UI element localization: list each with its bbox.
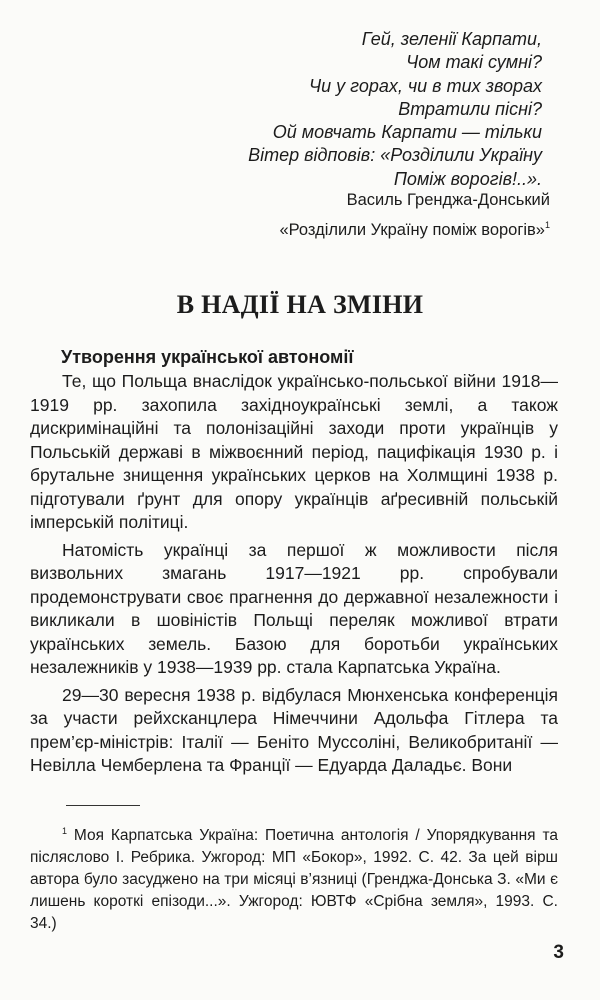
footnotes xyxy=(30,820,558,935)
page-number: 3 xyxy=(553,942,564,963)
footnote-text: Моя Карпатська Україна: Поетична антологія / Упорядкування та післяслово І. Ребрика. Ужгород: МП «Бокор», 1992. С. 42. За цей вірш автора було засуджено на три місяці в’язниці (Гренджа-Донська З. «Ми є лишень короткі епізоди...». Ужгород: ЮВТФ «Срібна земля», 1993. С. 34.) xyxy=(30,827,558,932)
chapter-title: В НАДІЇ НА ЗМІНИ xyxy=(176,290,424,319)
epigraph-attribution xyxy=(279,188,550,243)
paragraph: 29—30 вересня 1938 р. відбулася Мюнхенська конференція за участи рейхсканцлера Німеччини Адольфа Гітлера та прем’єр-міністрів: Італії — Беніто Муссоліні, Великобританії — Невілла Чемберлена та Франції — Едуарда Даладьє. Вони xyxy=(30,684,558,775)
footnote xyxy=(30,820,558,935)
epigraph-line: Вітер відповів: «Розділили Україну xyxy=(248,145,542,166)
epigraph-line: Поміж ворогів!..». xyxy=(393,168,542,189)
epigraph-line: Чом такі сумні? xyxy=(406,52,542,73)
paragraph: Те, що Польща внаслідок українсько-польської війни 1918—1919 рр. захопила західноукраїнські землі, а також дискримінаційні та полонізаційні заходи проти українців у Польській державі в міжвоєнний період, пацифікація 1930 р. і брутальне знищення українських церков на Холмщині 1938 р. підготували ґрунт для опору українців аґресивній польській імперській політиці. xyxy=(30,371,558,532)
footnote-mark: 1 xyxy=(62,826,68,836)
footnote-reference: 1 xyxy=(544,220,550,230)
footnote-divider xyxy=(66,805,140,806)
epigraph-work-title: «Розділили Україну поміж ворогів» xyxy=(279,221,545,239)
paragraph: Натомість українці за першої ж можливости після визвольних змагань 1917—1921 рр. спробували продемонструвати своє прагнення до державної незалежности і викликали в шовіністів Польщі переляк можливої втрати українських земель. Базою для боротьби українських незалежників у 1938—1939 рр. стала Карпатська Україна. xyxy=(30,539,558,677)
epigraph-author: Василь Гренджа-Донський xyxy=(346,191,550,209)
body-text xyxy=(30,370,558,782)
epigraph-line: Ой мовчать Карпати — тільки xyxy=(272,122,542,143)
epigraph-work xyxy=(279,213,550,243)
section-heading: Утворення української автономії xyxy=(61,347,354,367)
epigraph-line: Чи у горах, чи в тих зворах xyxy=(309,75,542,96)
epigraph-line: Гей, зеленії Карпати, xyxy=(361,29,542,49)
epigraph-line: Втратили пісні? xyxy=(398,98,542,119)
epigraph-poem xyxy=(248,28,542,191)
